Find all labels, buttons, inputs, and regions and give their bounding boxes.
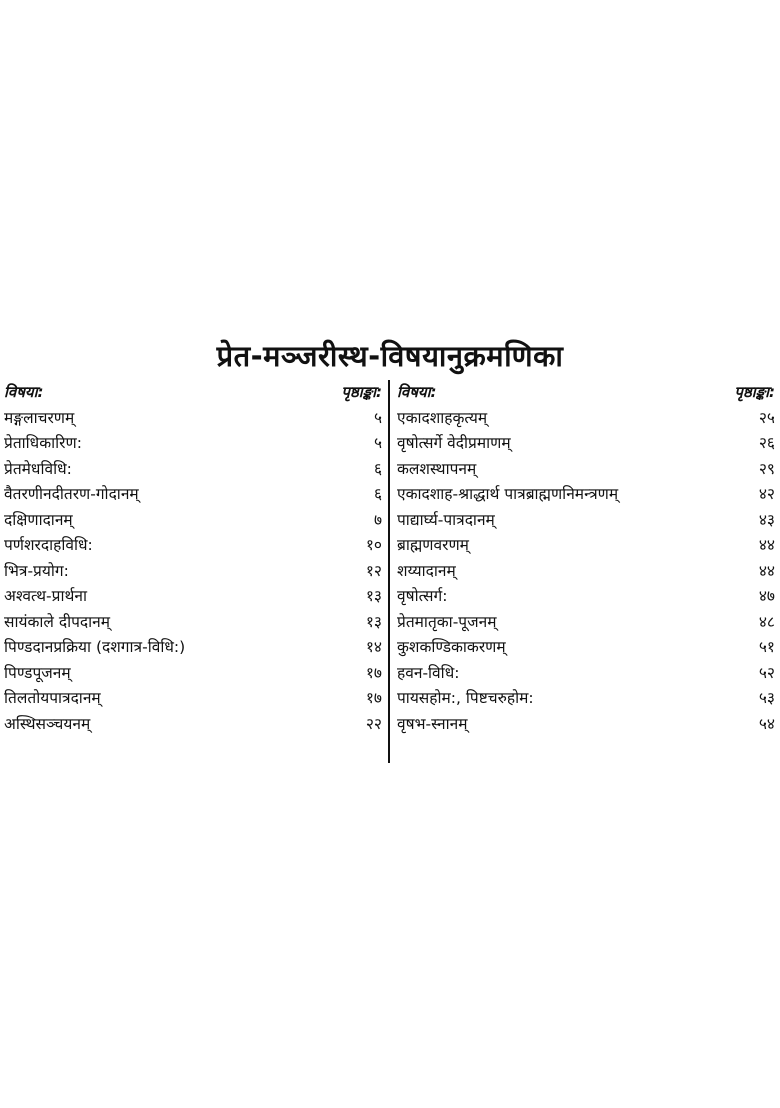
table-row (4, 559, 382, 585)
topic-text: मङ्गलाचरणम् (4, 408, 75, 427)
page-number: ५४ (758, 714, 775, 733)
topic-text: हवन-विधि: (397, 663, 460, 682)
page-number: ७ (373, 510, 382, 529)
page-number: ४२ (758, 485, 775, 503)
topic-text: अस्थिसञ्चयनम् (4, 714, 91, 733)
table-row (397, 661, 775, 687)
topic-text: एकादशाहकृत्यम् (397, 408, 488, 427)
page-number: ५२ (758, 663, 775, 682)
page-number: २६ (758, 434, 775, 452)
table-row (397, 559, 775, 585)
column-header (397, 380, 775, 406)
page-number: १७ (365, 689, 382, 707)
topic-text: पिण्डपूजनम् (4, 663, 71, 682)
topic-text: प्रेताधिकारिण: (4, 434, 82, 452)
page-header: पृष्ठाङ्का: (341, 383, 382, 401)
table-row (4, 686, 382, 712)
topic-text: शय्यादानम् (397, 561, 456, 580)
topic-text: तिलतोयपात्रदानम् (4, 689, 101, 707)
page-number: १२ (365, 561, 382, 580)
right-column (397, 380, 775, 737)
page-number: २९ (758, 459, 775, 478)
table-row (397, 457, 775, 483)
page-number: ४३ (758, 510, 775, 529)
page-number: ६ (373, 485, 382, 503)
table-row (4, 610, 382, 636)
topic-text: कलशस्थापनम् (397, 459, 477, 478)
topic-text: भित्र-प्रयोग: (4, 561, 69, 580)
table-row (4, 406, 382, 432)
page-number: २५ (758, 408, 775, 427)
page-number: ४४ (758, 536, 775, 554)
table-row (4, 635, 382, 661)
topic-text: प्रेतमेधविधि: (4, 459, 72, 478)
topic-text: कुशकण्डिकाकरणम् (397, 638, 506, 656)
page-header: पृष्ठाङ्का: (734, 383, 775, 401)
page-number: १० (365, 536, 382, 554)
topic-text: वैतरणीनदीतरण-गोदानम् (4, 485, 139, 503)
page-number: ५१ (758, 638, 775, 656)
page-number: ५३ (758, 689, 775, 707)
topic-text: वृषोत्सर्गे वेदीप्रमाणम् (397, 434, 511, 452)
page-title: प्रेत-मञ्जरीस्थ-विषयानुक्रमणिका (216, 339, 564, 373)
table-row (4, 457, 382, 483)
table-row (397, 610, 775, 636)
table-row (4, 533, 382, 559)
table-row (4, 661, 382, 687)
page-number: ४७ (758, 587, 775, 605)
table-row (4, 431, 382, 457)
table-row (397, 508, 775, 534)
column-divider (388, 380, 390, 763)
topic-text: पर्णशरदाहविधि: (4, 536, 93, 554)
table-row (397, 406, 775, 432)
page-number: १३ (365, 587, 382, 605)
page-number: २२ (365, 714, 382, 733)
page-number: ५ (373, 434, 382, 452)
page-number: ४८ (758, 612, 775, 631)
page-number: १३ (365, 612, 382, 631)
page-number: ४४ (758, 561, 775, 580)
table-row (397, 482, 775, 508)
topic-text: अश्वत्थ-प्रार्थना (4, 587, 88, 605)
table-row (4, 482, 382, 508)
topic-header: विषया: (397, 383, 437, 401)
table-row (4, 508, 382, 534)
topic-text: पायसहोम:, पिष्टचरुहोम: (397, 689, 534, 707)
topic-text: दक्षिणादानम् (4, 510, 73, 529)
topic-text: वृषोत्सर्ग: (397, 587, 448, 605)
table-row (397, 533, 775, 559)
column-header (4, 380, 382, 406)
topic-text: ब्राह्मणवरणम् (397, 536, 469, 554)
table-row (397, 686, 775, 712)
page-number: १७ (365, 663, 382, 682)
table-row (397, 712, 775, 738)
left-column (4, 380, 382, 737)
topic-text: प्रेतमातृका-पूजनम् (397, 612, 497, 631)
page-number: ६ (373, 459, 382, 478)
topic-text: पिण्डदानप्रक्रिया (दशगात्र-विधि:) (4, 638, 186, 656)
table-row (397, 431, 775, 457)
topic-text: पाद्यार्घ्य-पात्रदानम् (397, 510, 495, 529)
topic-header: विषया: (4, 383, 44, 401)
table-row (397, 635, 775, 661)
topic-text: एकादशाह-श्राद्धार्थ पात्रब्राह्मणनिमन्त्रणम् (397, 485, 619, 503)
page-number: १४ (365, 638, 382, 656)
table-row (4, 712, 382, 738)
topic-text: सायंकाले दीपदानम् (4, 612, 111, 631)
topic-text: वृषभ-स्नानम् (397, 714, 468, 733)
table-row (397, 584, 775, 610)
table-row (4, 584, 382, 610)
page-number: ५ (373, 408, 382, 427)
